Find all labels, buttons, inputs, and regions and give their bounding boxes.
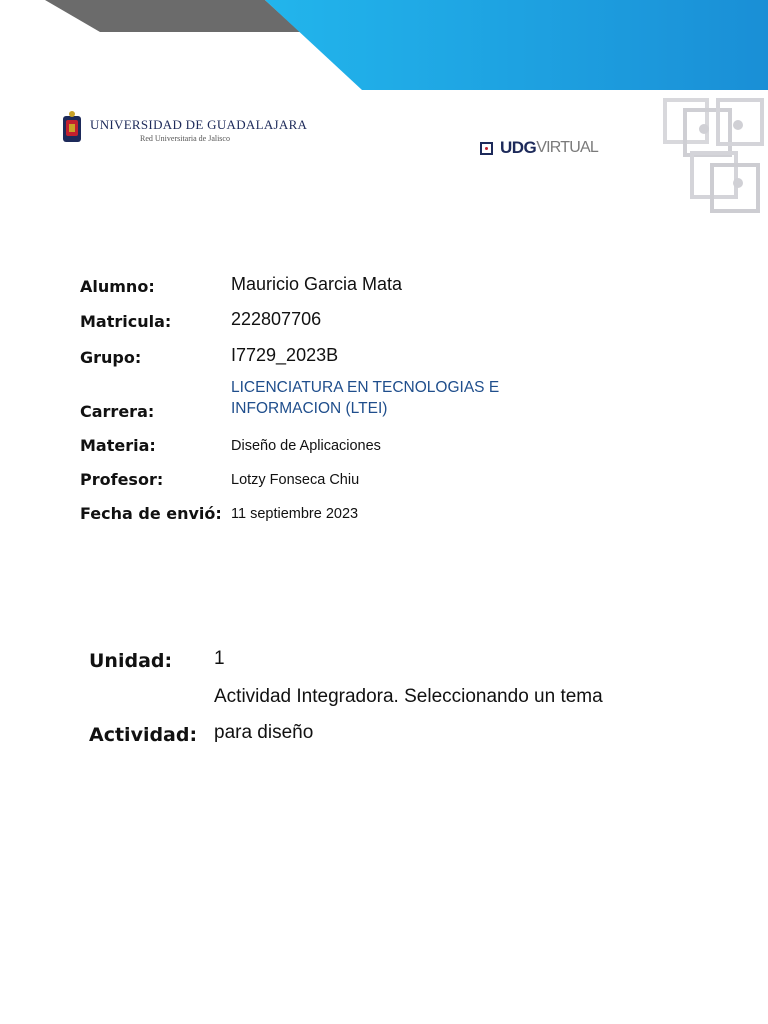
virtual-brand-bold: UDG: [500, 138, 537, 157]
university-network: Red Universitaria de Jalisco: [140, 134, 230, 143]
matricula-value: 222807706: [231, 309, 322, 329]
fecha-value: 11 septiembre 2023: [231, 506, 359, 522]
header-banner: [0, 0, 768, 100]
profesor-label: Profesor:: [80, 470, 164, 489]
university-crest-icon: [60, 110, 84, 148]
university-name: UNIVERSIDAD DE GUADALAJARA: [90, 117, 308, 132]
unidad-label: Unidad:: [89, 650, 173, 672]
udg-virtual-logo: [480, 138, 598, 158]
grupo-value: I7729_2023B: [231, 345, 339, 365]
universidad-logo: [60, 110, 307, 148]
materia-value: Diseño de Aplicaciones: [231, 438, 381, 454]
carrera-value: LICENCIATURA EN TECNOLOGIAS E INFORMACION (LTEI): [231, 379, 500, 417]
alumno-value: Mauricio Garcia Mata: [231, 274, 403, 294]
virtual-brand-light: VIRTUAL: [536, 139, 598, 156]
actividad-value: Actividad Integradora. Seleccionando un tema para diseño: [214, 686, 603, 743]
fecha-label: Fecha de envió:: [80, 504, 222, 523]
decorative-squares-icon: [660, 95, 768, 220]
unidad-value: 1: [214, 648, 225, 669]
materia-label: Materia:: [80, 436, 156, 455]
udg-virtual-square-icon: [480, 142, 493, 155]
matricula-label: Matricula:: [80, 312, 172, 331]
actividad-label: Actividad:: [89, 724, 198, 746]
grupo-label: Grupo:: [80, 348, 142, 367]
carrera-label: Carrera:: [80, 402, 155, 421]
profesor-value: Lotzy Fonseca Chiu: [231, 472, 360, 488]
alumno-label: Alumno:: [80, 277, 155, 296]
